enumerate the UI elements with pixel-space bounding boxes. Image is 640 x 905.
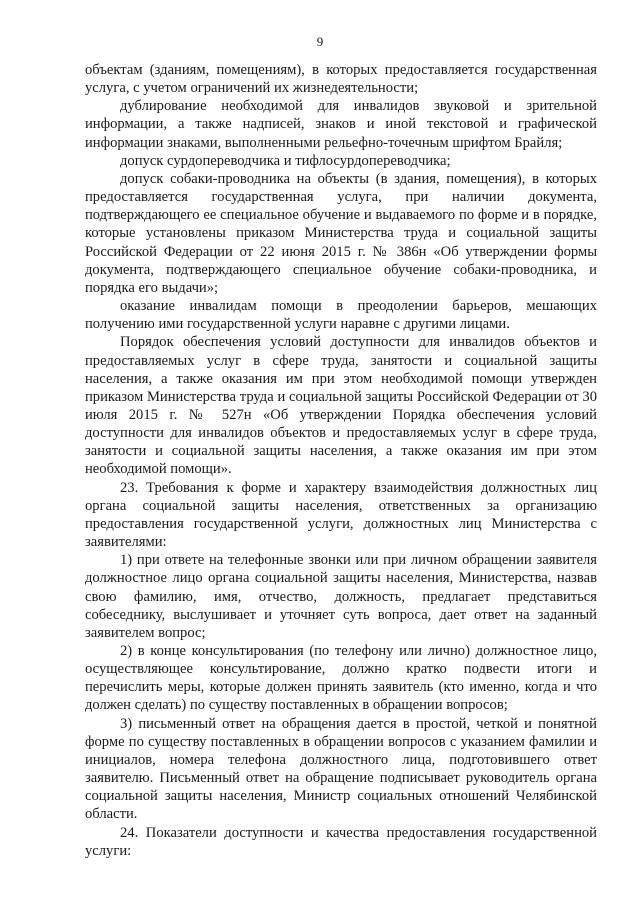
paragraph-continuation: объектам (зданиям, помещениям), в которых предоставляется государственная услуга, с учетом ограничений их жизнедеятельности;	[85, 62, 597, 97]
paragraph-sign-interpreter: допуск сурдопереводчика и тифлосурдопереводчика;	[120, 152, 451, 169]
paragraph-subitem-3: 3) письменный ответ на обращения дается в простой, четкой и понятной форме по существу поставленных в обращении вопросов с указанием фамилии и инициалов, номера телефона должностного лица, подготовившего ответ заявителю. Письменный ответ на обращение подписывает руководитель органа социальной защиты населения, Министр социальных отношений Челябинской области.	[85, 715, 597, 823]
document-body	[85, 61, 597, 860]
paragraph-guide-dog: допуск собаки-проводника на объекты (в здания, помещения), в которых предоставляется государственная услуга, при наличии документа, подтверждающего ее специальное обучение и выдаваемого по форме и в порядке, которые установлены приказом Министерства труда и социальной защиты Российской Федерации от 22 июня 2015 г. № 386н «Об утверждении формы документа, подтверждающего специальное обучение собаки-проводника, и порядка его выдачи»;	[85, 170, 597, 296]
paragraph-duplication-braille: дублирование необходимой для инвалидов звуковой и зрительной информации, а также надписей, знаков и иной текстовой и графической информации знаками, выполненными рельефно-точечным шрифтом Брайля;	[85, 98, 597, 151]
paragraph-item-24: 24. Показатели доступности и качества предоставления государственной услуги:	[85, 824, 597, 859]
paragraph-subitem-1: 1) при ответе на телефонные звонки или при личном обращении заявителя должностное лицо органа социальной защиты населения, Министерства, назвав свою фамилию, имя, отчество, должность, предлагает представиться собеседнику, выслушивает и уточняет суть вопроса, дает ответ на заданный заявителем вопрос;	[85, 552, 597, 641]
paragraph-item-23: 23. Требования к форме и характеру взаимодействия должностных лиц органа социальной защиты населения, ответственных за организацию предоставления государственной услуги, должностных лиц Министерства с заявителями:	[85, 479, 597, 551]
page-number: 9	[316, 34, 324, 49]
paragraph-assistance: оказание инвалидам помощи в преодолении барьеров, мешающих получению ими государственной услуги наравне с другими лицами.	[85, 298, 597, 333]
paragraph-accessibility-order: Порядок обеспечения условий доступности для инвалидов объектов и предоставляемых услуг в сфере труда, занятости и социальной защиты населения, а также оказания им при этом необходимой помощи утвержден приказом Министерства труда и социальной защиты Российской Федерации от 30 июля 2015 г. № 527н «Об утверждении Порядка обеспечения условий доступности для инвалидов объектов и предоставляемых услуг в сфере труда, занятости и социальной защиты населения, а также оказания им при этом необходимой помощи».	[85, 334, 597, 478]
paragraph-subitem-2: 2) в конце консультирования (по телефону или лично) должностное лицо, осуществляющее консультирование, должно кратко подвести итоги и перечислить меры, которые должен принять заявитель (кто именно, когда и что должен сделать) по существу поставленных в обращении вопросов;	[85, 643, 597, 714]
